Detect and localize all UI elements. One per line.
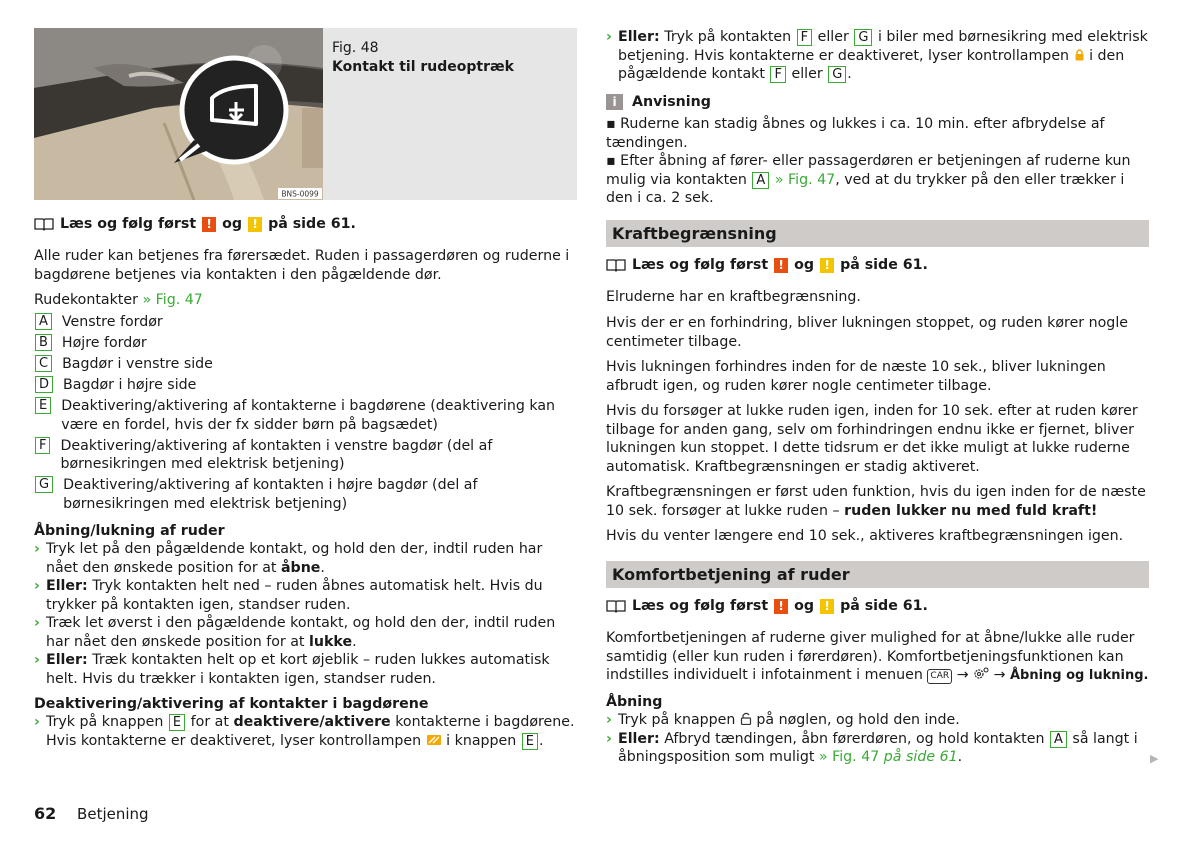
kraft-p6: Hvis du venter længere end 10 sek., aktiveres kraftbegrænsningen igen.	[606, 528, 1124, 544]
note-body	[606, 115, 1149, 208]
book-icon	[34, 217, 54, 231]
bullet-item: › Tryk på knappen E for at deaktivere/aktivere kontakterne i bagdørene. Hvis kontakterne er deaktiveret, lyser kontrollampen i knappen E .	[34, 714, 575, 749]
list-item: B Højre fordør	[34, 334, 576, 353]
read-first-note: Læs og følg først ! og ! på side 61.	[606, 256, 1149, 275]
fig47-link[interactable]: » Fig. 47	[142, 292, 203, 308]
caution-icon: !	[248, 217, 262, 232]
list-item: E Deaktivering/aktivering af kontakterne i bagdørene (deaktivering kan være en fordel, hvis der fx sidder børn på bagsædet)	[34, 397, 576, 434]
bullet-item: › Tryk på knappen på nøglen, og hold den inde.	[606, 712, 960, 728]
lock-lamp-icon	[426, 734, 442, 746]
bullet-item: › Eller: Træk kontakten helt op et kort øjeblik – ruden lukkes automatisk helt. Hvis du trækker i kontakten igen, standser ruden.	[34, 652, 550, 687]
kraft-p5: Kraftbegrænsningen er først uden funktion, hvis du igen inden for de næste 10 sek. forsøger at lukke ruden – ruden lukker nu med fuld kraft!	[606, 484, 1146, 519]
page-footer	[34, 805, 149, 824]
window-switch-photo	[34, 28, 323, 200]
switch-legend-list	[34, 313, 576, 513]
aabning-lukning-heading: Åbning/lukning af ruder	[34, 523, 225, 539]
warning-icon: !	[774, 258, 788, 273]
page-number: 62	[34, 804, 57, 823]
gear-icon	[973, 667, 989, 680]
book-icon	[606, 599, 626, 613]
kraft-p3: Hvis lukningen forhindres inden for de næste 10 sek., bliver lukningen afbrudt igen, og ruden kører nogle centimeter tilbage.	[606, 359, 1106, 394]
kraft-p1: Elruderne har en kraftbegrænsning.	[606, 289, 861, 305]
intro-paragraph: Alle ruder kan betjenes fra førersædet. Ruden i passagerdøren og ruderne i bagdørene betjenes via kontakten i den pågældende dør.	[34, 248, 570, 283]
bullet-item: › Eller: Afbryd tændingen, åbn førerdøren, og hold kontakten A så langt i åbningsposition som muligt » Fig. 47 på side 61.	[606, 730, 1138, 765]
fig47-link[interactable]: » Fig. 47	[818, 749, 880, 765]
rudekontakter-heading: Rudekontakter » Fig. 47	[34, 292, 203, 308]
figure-code: BNS-0099	[281, 189, 319, 199]
figure-number: Fig. 48	[332, 40, 379, 56]
caution-icon: !	[820, 599, 834, 614]
read-first-note: Læs og følg først ! og ! på side 61.	[606, 597, 1149, 616]
info-icon: i	[606, 94, 623, 110]
eller-bullet	[606, 28, 1149, 84]
list-item: D Bagdør i højre side	[34, 376, 576, 395]
bullet-item: › Eller: Tryk kontakten helt ned – ruden åbnes automatisk helt. Hvis du trykker på kontakten igen, standser ruden.	[34, 578, 543, 613]
bullet-item: › Tryk let på den pågældende kontakt, og hold den der, indtil ruden har nået den ønskede position for at åbne.	[34, 541, 543, 576]
padlock-lamp-icon	[1074, 48, 1085, 61]
list-item: F Deaktivering/aktivering af kontakten i venstre bagdør (del af børnesikringen med elektrisk betjening)	[34, 437, 576, 474]
section-name: Betjening	[77, 805, 149, 823]
read-first-and: og	[222, 216, 243, 232]
fig47-link[interactable]: » Fig. 47	[774, 171, 836, 188]
warning-icon: !	[202, 217, 216, 232]
figure-48	[34, 28, 577, 200]
unlock-key-icon	[740, 712, 752, 725]
read-first-note	[34, 215, 576, 234]
komfort-p1: Komfortbetjeningen af ruderne giver mulighed for at åbne/lukke alle ruder samtidig (eller kun ruden i førerdøren). Komfortbetjeningsfunktionen kan indstilles individuelt i infotainment i menuen CAR → → Åbning og lukning.	[606, 630, 1149, 683]
aabning-bullets	[34, 540, 576, 688]
book-icon	[606, 258, 626, 272]
section-kraftbegraensning: Kraftbegrænsning	[606, 220, 1149, 247]
caution-icon: !	[820, 258, 834, 273]
deaktivering-bullets	[34, 713, 576, 750]
bullet-item: › Eller: Tryk på kontakten F eller G i biler med børnesikring med elektrisk betjening. Hvis kontakterne er deaktiveret, lyser kontrollampen i den pågældende kontakt F eller G .	[606, 29, 1148, 82]
read-first-page: på side 61.	[268, 216, 356, 232]
read-first-text: Læs og følg først	[60, 216, 197, 232]
section-komfortbetjening: Komfortbetjening af ruder	[606, 561, 1149, 588]
next-page-icon: ▶	[1150, 752, 1159, 765]
bullet-item: › Træk let øverst i den pågældende kontakt, og hold den der, indtil ruden har nået den ønskede position for at lukke.	[34, 615, 556, 650]
note-item: ▪ Efter åbning af fører- eller passagerdøren er betjeningen af ruderne kun mulig via kontakten A » Fig. 47, ved at du trykker på den eller trækker i den i ca. 2 sek.	[606, 153, 1131, 206]
list-item: C Bagdør i venstre side	[34, 355, 576, 374]
car-button-icon: CAR	[927, 669, 952, 684]
deaktivering-heading: Deaktivering/aktivering af kontakter i bagdørene	[34, 696, 429, 712]
warning-icon: !	[774, 599, 788, 614]
aabning-bullets	[606, 711, 1149, 767]
figure-title: Kontakt til rudeoptræk	[332, 59, 514, 75]
kraft-p2: Hvis der er en forhindring, bliver lukningen stoppet, og ruden kører nogle centimeter tilbage.	[606, 315, 1128, 350]
list-item: G Deaktivering/aktivering af kontakten i højre bagdør (del af børnesikringen med elektrisk betjening)	[34, 476, 576, 513]
note-item: ▪ Ruderne kan stadig åbnes og lukkes i ca. 10 min. efter afbrydelse af tændingen.	[606, 116, 1105, 151]
kraft-p4: Hvis du forsøger at lukke ruden igen, inden for 10 sek. efter at ruden kører tilbage for anden gang, selv om forhindringen endnu ikke er fjernet, bliver lukningen kun stoppet. I dette tidsrum er det ikke muligt at lukke ruderne automatisk. Kraftbegrænsningen er stadig aktiveret.	[606, 403, 1138, 475]
figure-caption	[332, 39, 514, 77]
note-heading: i Anvisning	[606, 93, 1149, 112]
list-item: A Venstre fordør	[34, 313, 576, 332]
aabning-heading: Åbning	[606, 694, 663, 710]
